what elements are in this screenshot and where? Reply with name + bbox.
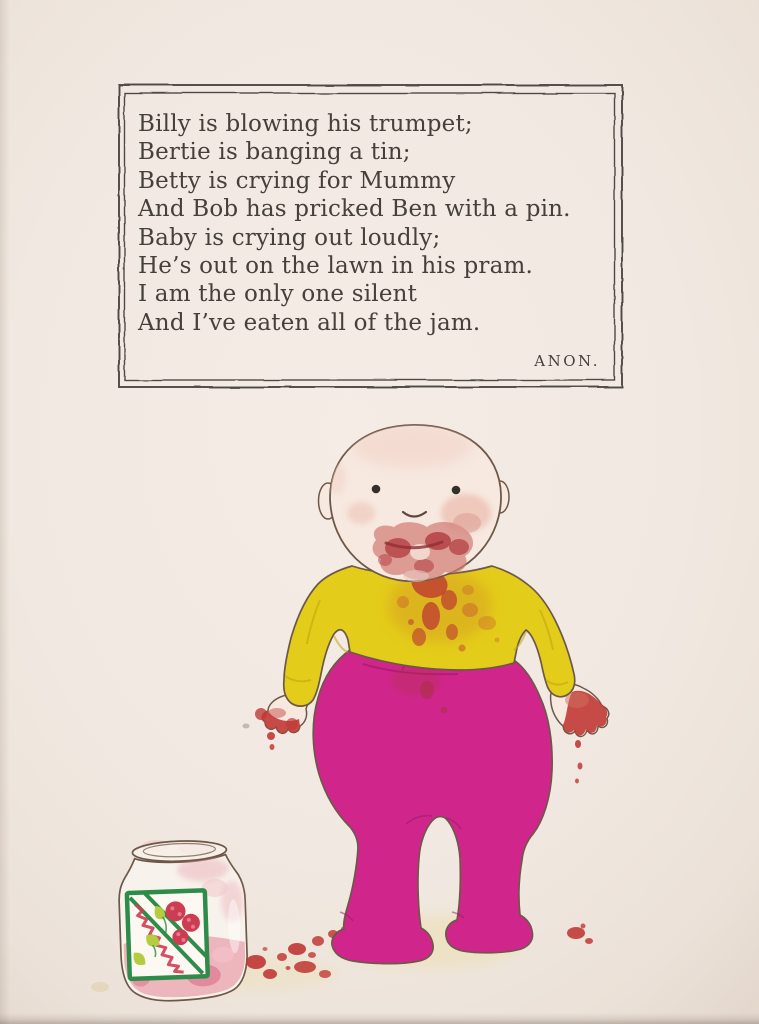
poem-line: Betty is crying for Mummy — [138, 167, 456, 194]
baby — [255, 424, 609, 964]
poem-line: Baby is crying out loudly; — [138, 224, 441, 251]
jam-jar-label — [127, 890, 208, 979]
poem-line: He’s out on the lawn in his pram. — [138, 252, 534, 279]
jam-jar — [117, 837, 249, 1003]
baby-eye-right — [452, 486, 461, 495]
poem-line: And I’ve eaten all of the jam. — [138, 309, 481, 336]
baby-eye-left — [372, 485, 381, 494]
baby-hand-right — [551, 684, 609, 783]
poem-attribution: ANON. — [534, 352, 600, 371]
poem-line: I am the only one silent — [138, 281, 418, 308]
jam-drips-left — [267, 732, 275, 750]
poem-line: Bertie is banging a tin; — [138, 139, 411, 166]
jam-drips-right — [575, 740, 583, 784]
poem-line: Billy is blowing his trumpet; — [138, 111, 473, 137]
poem-line: And Bob has pricked Ben with a pin. — [138, 196, 571, 223]
